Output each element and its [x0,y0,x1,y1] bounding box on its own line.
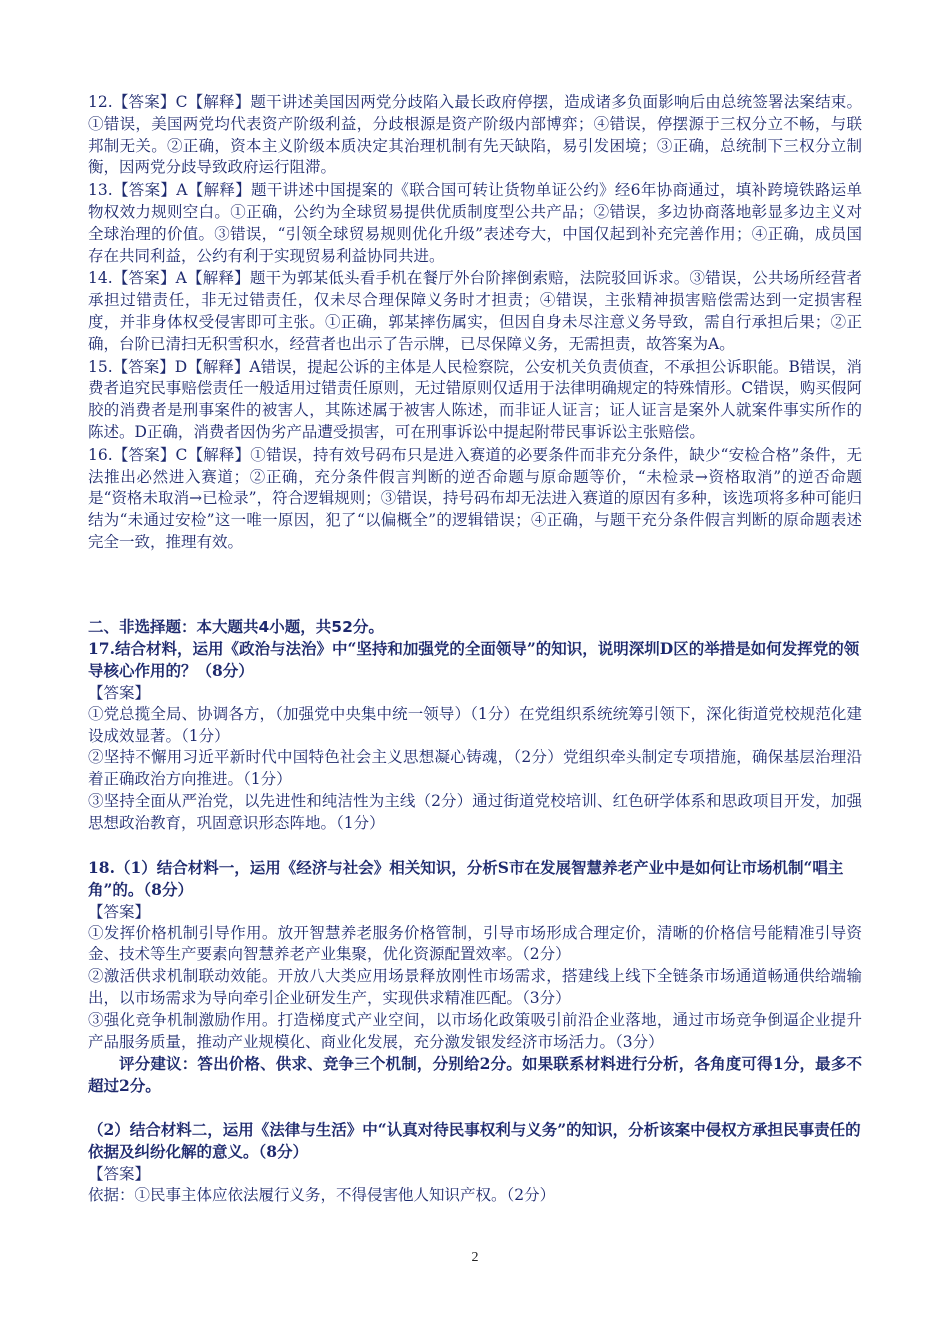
question-17-point-2: ②坚持不懈用习近平新时代中国特色社会主义思想凝心铸魂，（2分）党组织牵头制定专项措施，确保基层治理沿着正确政治方向推进。（1分） [88,748,862,789]
question-18-point-1: ①发挥价格机制引导作用。放开智慧养老服务价格管制，引导市场形成合理定价，清晰的价格信号能精准引导资金、技术等生产要素向智慧养老产业集聚，优化资源配置效率。（2分） [88,923,862,964]
question-18-part2-answer-label: 【答案】 [88,1164,151,1183]
answer-12: 12.【答案】C【解释】题干讲述美国因两党分歧陷入最长政府停摆，造成诸多负面影响后由总统签署法案结束。①错误，美国两党均代表资产阶级利益，分歧根源是资产阶级内部博弈；④错误，停摆源于三权分立不畅，与联邦制无关。②正确，资本主义阶级本质决定其治理机制有先天缺陷，易引发困境；③正确，总统制下三权分立制衡，因两党分歧导致政府运行阻滞。 [88,93,862,177]
answer-15: 15.【答案】D【解释】A错误，提起公诉的主体是人民检察院，公安机关负责侦查，不承担公诉职能。B错误，消费者追究民事赔偿责任一般适用过错责任原则，无过错原则仅适用于法律明确规定的特殊情形。C错误，购买假阿胶的消费者是刑事案件的被害人，其陈述属于被害人陈述，而非证人证言；证人证言是案外人就案件事实所作的陈述。D正确，消费者因伪劣产品遭受损害，可在刑事诉讼中提起附带民事诉讼主张赔偿。 [88,357,862,441]
spacer [88,835,862,857]
spacer [88,1097,862,1119]
question-18-scoring-note: 评分建议：答出价格、供求、竞争三个机制，分别给2分。如果联系材料进行分析，各角度可得1分，最多不超过2分。 [88,1054,862,1096]
question-18-title: 18.（1）结合材料一，运用《经济与社会》相关知识，分析S市在发展智慧养老产业中是如何让市场机制“唱主角”的。（8分） [88,857,844,899]
question-17-point-1: ①党总揽全局、协调各方，（加强党中央集中统一领导）（1分）在党组织系统统筹引领下，深化街道党校规范化建设成效显著。（1分） [88,704,862,745]
answer-13: 13.【答案】A【解释】题干讲述中国提案的《联合国可转让货物单证公约》经6年协商通过，填补跨境铁路运单物权效力规则空白。①正确，公约为全球贸易提供优质制度型公共产品；②错误，多边协商落地彰显多边主义对全球治理的价值。③错误，“引领全球贸易规则优化升级”表述夸大，中国仅起到补充完善作用；④正确，成员国存在共同利益，公约有利于实现贸易利益协同共进。 [88,181,862,265]
question-17 [88,638,862,835]
section-2-title: 二、非选择题：本大题共4小题，共52分。 [88,617,384,636]
question-18-point-2: ②激活供求机制联动效能。开放八大类应用场景释放刚性市场需求，搭建线上线下全链条市场通道畅通供给端输出，以市场需求为导向牵引企业研发生产，实现供求精准匹配。（3分） [88,967,862,1007]
answer-16: 16.【答案】C【解释】①错误，持有效号码布只是进入赛道的必要条件而非充分条件，缺少“安检合格”条件，无法推出必然进入赛道；②正确，充分条件假言判断的逆否命题与原命题等价，“未检录→资格取消”的逆否命题是“资格未取消→已检录”，符合逻辑规则；③错误，持号码布却无法进入赛道的原因有多种，该选项将多种可能归结为“未通过安检”这一唯一原因，犯了“以偏概全”的逻辑错误；④正确，与题干充分条件假言判断的原命题表述完全一致，推理有效。 [88,445,862,551]
answer-14: 14.【答案】A【解释】题干为郭某低头看手机在餐厅外台阶摔倒索赔，法院驳回诉求。③错误，公共场所经营者承担过错责任，非无过错责任，仅未尽合理保障义务时才担责；④错误，主张精神损害赔偿需达到一定损害程度，并非身体权受侵害即可主张。①正确，郭某摔伤属实，但因自身未尽注意义务导致，需自行承担后果；②正确，台阶已清扫无积雪积水，经营者也出示了告示牌，已尽保障义务，无需担责，故答案为A。 [88,269,862,353]
question-18-point-3: ③强化竞争机制激励作用。打造梯度式产业空间，以市场化政策吸引前沿企业落地，通过市场竞争倒逼企业提升产品服务质量，推动产业规模化、商业化发展，充分激发银发经济市场活力。（3分） [88,1010,862,1051]
page-content [88,92,862,1207]
page-number: 2 [471,1250,479,1265]
question-17-title: 17.结合材料，运用《政治与法治》中“坚持和加强党的全面领导”的知识，说明深圳D区的举措是如何发挥党的领导核心作用的？（8分） [88,638,860,680]
question-18-answer-label: 【答案】 [88,902,151,921]
question-18 [88,857,862,1207]
question-18-part2-title: （2）结合材料二，运用《法律与生活》中“认真对待民事权利与义务”的知识，分析该案中侵权方承担民事责任的依据及纠纷化解的意义。（8分） [88,1119,861,1161]
question-18-part2-point-1: 依据：①民事主体应依法履行义务，不得侵害他人知识产权。（2分） [88,1185,556,1204]
question-17-answer-label: 【答案】 [88,683,151,702]
question-17-point-3: ③坚持全面从严治党，以先进性和纯洁性为主线（2分）通过街道党校培训、红色研学体系和思政项目开发，加强思想政治教育，巩固意识形态阵地。（1分） [88,791,862,832]
